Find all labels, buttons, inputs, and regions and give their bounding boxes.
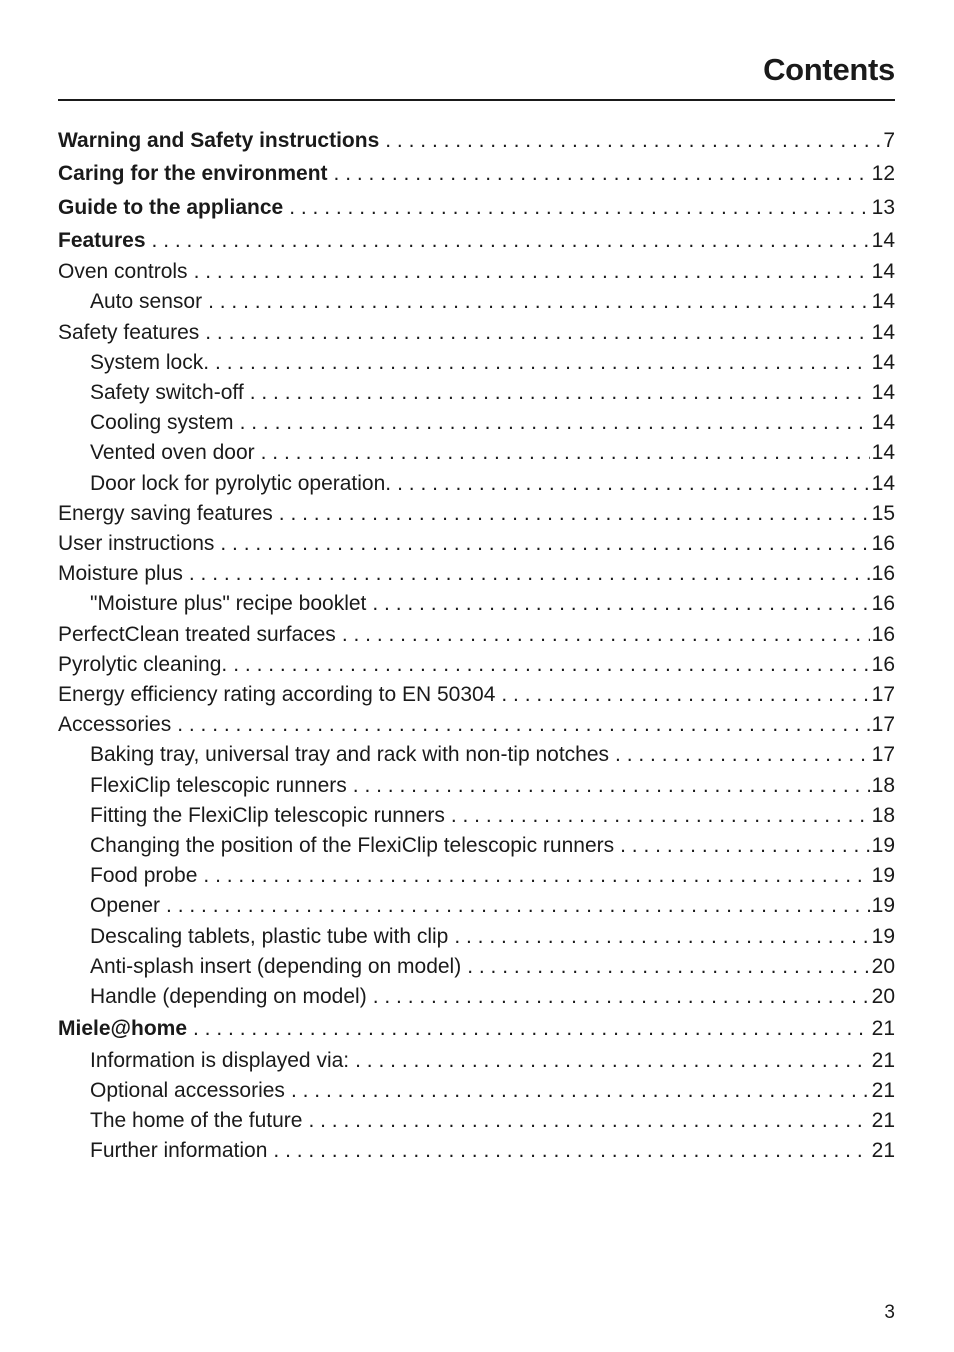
toc-entry-page: 12 [871,162,895,186]
toc-entry-page: 14 [871,320,895,344]
toc-entry[interactable] [58,620,895,650]
toc-entry-page: 20 [871,954,895,978]
toc-entry[interactable] [58,224,895,257]
toc-entry[interactable] [58,1046,895,1076]
toc-entry[interactable] [58,861,895,891]
toc-entry-label: System lock. [90,350,210,374]
toc-entry-label: Descaling tablets, plastic tube with clip [90,924,449,948]
toc-entry[interactable] [58,680,895,710]
toc-entry-label: Baking tray, universal tray and rack with non-tip notches [90,743,610,767]
toc-entry-label: Safety features [58,320,200,344]
toc-entry-label: Safety switch-off [90,381,244,404]
toc-entry-page: 15 [871,501,895,525]
toc-entry[interactable] [58,982,895,1012]
toc-entry-page: 19 [871,864,895,888]
dot-leader [291,1076,870,1106]
dot-leader [233,650,869,680]
toc-entry-page: 17 [871,743,895,767]
toc-entry-label: Changing the position of the FlexiClip telescopic runners [90,834,615,858]
dot-leader [203,861,869,891]
dot-leader [308,1106,869,1136]
toc-entry-label: FlexiClip telescopic runners [90,773,347,797]
dot-leader [501,680,869,710]
toc-entry-page: 21 [871,1017,895,1041]
toc-entry-label: Vented oven door [90,441,255,465]
toc-entry-label: Fitting the FlexiClip telescopic runners [90,803,445,827]
toc-entry[interactable] [58,1106,895,1136]
toc-entry-page: 16 [871,652,895,676]
toc-entry-page: 21 [871,1048,895,1072]
toc-entry-label: Further information [90,1139,268,1163]
toc-entry-label: Warning and Safety instructions [58,129,380,152]
dot-leader [166,891,870,921]
dot-leader [193,1012,870,1045]
toc-entry[interactable] [58,124,895,157]
toc-entry[interactable] [58,771,895,801]
toc-entry-label: Features [58,228,146,252]
dot-leader [250,378,870,408]
dot-leader [467,952,869,982]
dot-leader [194,257,870,287]
dot-leader [273,1136,869,1166]
toc-entry[interactable] [58,257,895,287]
toc-entry-page: 16 [871,622,895,646]
toc-entry-label: Moisture plus [58,562,183,586]
toc-entry-page: 19 [871,834,895,858]
toc-entry[interactable] [58,650,895,680]
toc-entry-page: 17 [871,683,895,707]
toc-entry-page: 21 [871,1139,895,1163]
page-number: 3 [884,1302,895,1323]
toc-entry[interactable] [58,348,895,378]
toc-entry-page: 14 [871,411,895,435]
toc-entry-page: 13 [871,195,895,219]
toc-entry-page: 14 [871,350,895,374]
dot-leader [261,438,870,468]
toc-entry-label: Anti-splash insert (depending on model) [90,954,462,978]
dot-leader [189,559,870,589]
table-of-contents [58,124,895,1166]
dot-leader [279,499,870,529]
toc-entry-label: Caring for the environment [58,162,328,186]
toc-entry[interactable] [58,589,895,619]
toc-entry[interactable] [58,529,895,559]
toc-entry[interactable] [58,710,895,740]
toc-entry-label: PerfectClean treated surfaces [58,622,336,646]
toc-entry-label: Information is displayed via: [90,1048,350,1072]
toc-entry-page: 19 [871,924,895,948]
toc-entry-label: Accessories [58,713,172,737]
toc-entry-label: Opener [90,894,161,918]
toc-entry-label: Energy saving features [58,501,273,525]
toc-entry-label: Handle (depending on model) [90,985,367,1009]
toc-entry-label: Auto sensor [90,290,203,314]
toc-entry[interactable] [58,952,895,982]
dot-leader [342,620,870,650]
toc-entry[interactable] [58,559,895,589]
toc-entry[interactable] [58,378,895,408]
toc-entry[interactable] [58,831,895,861]
toc-entry-page: 14 [871,471,895,495]
toc-entry-label: Energy efficiency rating according to EN 50304 [58,683,496,707]
dot-leader [397,469,870,499]
toc-entry[interactable] [58,438,895,468]
toc-entry-page: 18 [871,773,895,797]
dot-leader [334,157,870,190]
dot-leader [289,191,869,224]
toc-entry-page: 14 [871,290,895,314]
toc-entry-page: 21 [871,1078,895,1102]
toc-entry-page: 16 [871,532,895,556]
toc-entry[interactable] [58,408,895,438]
header-divider [58,99,895,101]
dot-leader [385,124,881,157]
toc-entry-label: "Moisture plus" recipe booklet [90,592,367,616]
toc-entry[interactable] [58,287,895,317]
toc-entry-label: The home of the future [90,1108,303,1132]
toc-entry-page: 16 [871,562,895,586]
toc-entry[interactable] [58,157,895,190]
toc-entry[interactable] [58,318,895,348]
toc-entry-label: Optional accessories [90,1078,285,1102]
toc-entry-page: 7 [883,129,895,152]
dot-leader [240,408,870,438]
toc-entry-label: Miele@home [58,1017,188,1041]
dot-leader [208,287,870,317]
toc-entry-page: 14 [871,441,895,465]
toc-entry-label: Door lock for pyrolytic operation. [90,471,392,495]
page-title: Contents [763,52,895,87]
toc-entry-label: Pyrolytic cleaning. [58,652,228,676]
dot-leader [215,348,870,378]
dot-leader [451,801,870,831]
dot-leader [177,710,869,740]
toc-entry-page: 14 [871,228,895,252]
toc-entry-label: Oven controls [58,260,188,284]
dot-leader [355,1046,870,1076]
toc-entry-page: 16 [871,592,895,616]
dot-leader [615,740,870,770]
toc-entry[interactable] [58,499,895,529]
toc-entry-page: 18 [871,803,895,827]
toc-entry[interactable] [58,922,895,952]
toc-entry[interactable] [58,469,895,499]
dot-leader [353,771,870,801]
toc-entry-page: 21 [871,1108,895,1132]
toc-entry-page: 20 [871,985,895,1009]
toc-entry-page: 17 [871,713,895,737]
dot-leader [620,831,870,861]
dot-leader [152,224,870,257]
toc-entry-label: Food probe [90,864,198,888]
dot-leader [220,529,869,559]
toc-entry[interactable] [58,1076,895,1106]
toc-entry-page: 14 [871,381,895,404]
toc-entry[interactable] [58,1136,895,1166]
toc-entry-label: Guide to the appliance [58,195,284,219]
toc-entry-label: User instructions [58,532,215,556]
toc-entry[interactable] [58,1012,895,1045]
dot-leader [454,922,869,952]
toc-entry-page: 14 [871,260,895,284]
toc-entry-page: 19 [871,894,895,918]
toc-entry[interactable] [58,801,895,831]
dot-leader [373,982,870,1012]
toc-entry[interactable] [58,191,895,224]
toc-entry[interactable] [58,891,895,921]
toc-entry[interactable] [58,740,895,770]
dot-leader [205,318,869,348]
dot-leader [372,589,869,619]
toc-entry-label: Cooling system [90,411,234,435]
